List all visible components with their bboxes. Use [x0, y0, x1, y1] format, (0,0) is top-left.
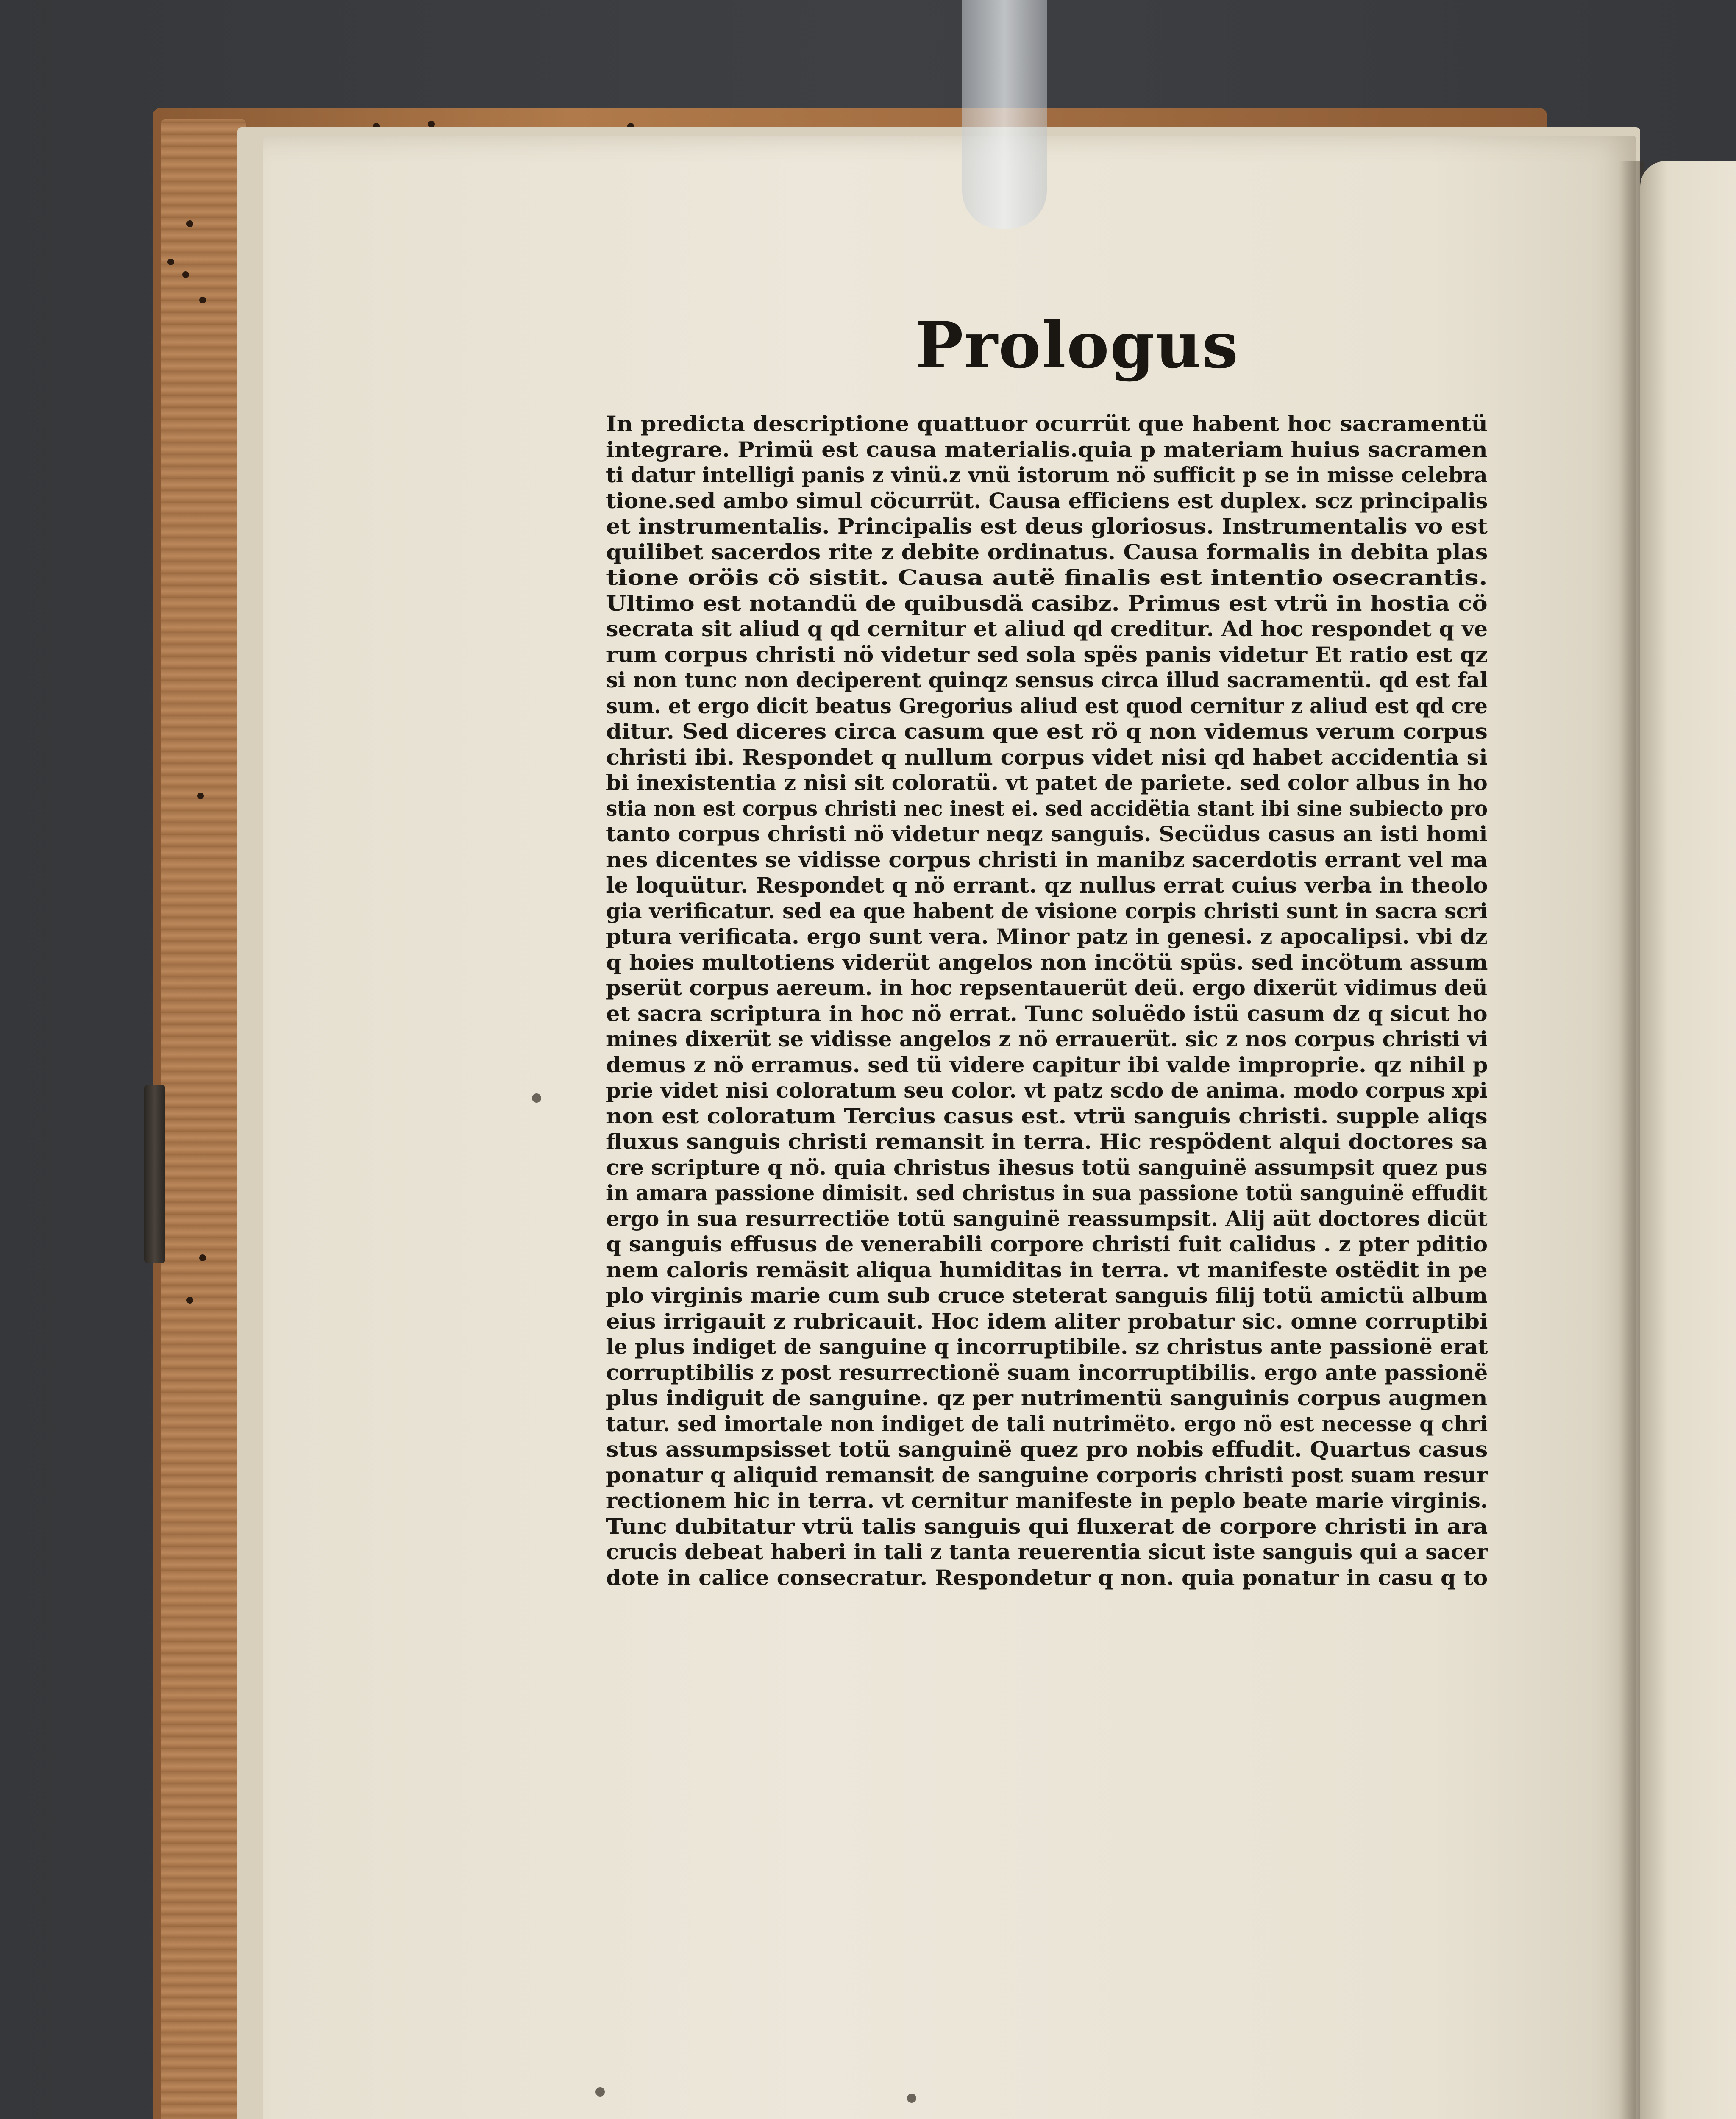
text-line: Ultimo est notandü de quibusdä casibz. Primus est vtrü in hostia cö: [606, 590, 1488, 616]
text-line: Tunc dubitatur vtrü talis sanguis qui fluxerat de corpore christi in ara: [606, 1513, 1488, 1539]
text-line: stus assumpsisset totü sanguinë quez pro nobis effudit. Quartus casus: [606, 1437, 1488, 1462]
wormhole: [197, 793, 204, 799]
text-line: nem caloris remäsit aliqua humiditas in terra. vt manifeste ostëdit in pe: [606, 1257, 1488, 1282]
text-line: bi inexistentia z nisi sit coloratü. vt patet de pariete. sed color albus in ho: [606, 770, 1488, 795]
text-line: crucis debeat haberi in tali z tanta reuerentia sicut iste sanguis qui a sacer: [606, 1539, 1488, 1564]
text-line: quilibet sacerdos rite z debite ordinatus. Causa formalis in debita plas: [606, 539, 1488, 565]
facing-page: [1640, 161, 1736, 2119]
text-line: ergo in sua resurrectiöe totü sanguinë reassumpsit. Alij aüt doctores dicüt: [606, 1206, 1488, 1231]
text-line: nes dicentes se vidisse corpus christi in manibz sacerdotis errant vel ma: [606, 847, 1488, 872]
text-line: q hoies multotiens viderüt angelos non incötü spüs. sed incötum assum: [606, 949, 1488, 975]
text-line: tatur. sed imortale non indiget de tali nutrimëto. ergo nö est necesse q chri: [606, 1411, 1488, 1436]
text-line: ptura verificata. ergo sunt vera. Minor patz in genesi. z apocalipsi. vbi dz: [606, 924, 1488, 949]
page-heading: Prologus: [915, 308, 1239, 383]
text-line: eius irrigauit z rubricauit. Hoc idem aliter probatur sic. omne corruptibi: [606, 1308, 1488, 1334]
text-line: cre scripture q nö. quia christus ihesus totü sanguinë assumpsit quez pus: [606, 1154, 1488, 1180]
page-speck: [532, 1093, 541, 1103]
text-line: rum corpus christi nö videtur sed sola spës panis videtur Et ratio est qz: [606, 642, 1488, 667]
text-line: si non tunc non deciperent quinqz sensus circa illud sacramentü. qd est fal: [606, 667, 1488, 692]
text-line: plo virginis marie cum sub cruce steterat sanguis filij totü amictü album: [606, 1283, 1488, 1308]
page-speck: [907, 2094, 916, 2103]
text-line: sum. et ergo dicit beatus Gregorius aliud est quod cernitur z aliud est qd cre: [606, 693, 1488, 718]
text-line: plus indiguit de sanguine. qz per nutrimentü sanguinis corpus augmen: [606, 1385, 1488, 1410]
text-line: prie videt nisi coloratum seu color. vt patz scdo de anima. modo corpus xpi: [606, 1078, 1488, 1103]
text-line: et instrumentalis. Principalis est deus gloriosus. Instrumentalis vo est: [606, 514, 1488, 539]
text-line: gia verificatur. sed ea que habent de visione corpis christi sunt in sacra scri: [606, 898, 1488, 923]
text-line: integrare. Primü est causa materialis.quia p materiam huius sacramen: [606, 437, 1488, 462]
text-line: le plus indiget de sanguine q incorruptibile. sz christus ante passionë erat: [606, 1334, 1488, 1359]
text-line: tanto corpus christi nö videtur neqz sanguis. Secüdus casus an isti homi: [606, 821, 1488, 846]
text-line: ti datur intelligi panis z vinü.z vnü istorum nö sufficit p se in misse celebra: [606, 462, 1488, 487]
text-line: q sanguis effusus de venerabili corpore christi fuit calidus . z pter pditio: [606, 1232, 1488, 1257]
wormhole: [428, 121, 435, 128]
wormhole: [182, 271, 189, 278]
wormhole: [186, 1297, 193, 1304]
text-line: dote in calice consecratur. Respondetur q non. quia ponatur in casu q to: [606, 1565, 1488, 1590]
metal-clasp: [144, 1085, 165, 1263]
text-line: non est coloratum Tercius casus est. vtrü sanguis christi. supple aliqs: [606, 1103, 1488, 1129]
text-line: pserüt corpus aereum. in hoc repsentauerüt deü. ergo dixerüt vidimus deü: [606, 975, 1488, 1000]
text-line: ponatur q aliquid remansit de sanguine corporis christi post suam resur: [606, 1462, 1488, 1488]
top-page-clip: [962, 0, 1047, 229]
wormhole: [199, 1254, 206, 1261]
text-line: in amara passione dimisit. sed christus in sua passione totü sanguinë effudit: [606, 1180, 1488, 1205]
text-column: [606, 411, 1488, 1591]
text-line: demus z nö erramus. sed tü videre capitur ibi valde improprie. qz nihil p: [606, 1052, 1488, 1077]
page-speck: [595, 2087, 605, 2097]
text-line: rectionem hic in terra. vt cernitur manifeste in peplo beate marie virginis.: [606, 1488, 1488, 1513]
wormhole: [186, 220, 193, 227]
text-line: tione.sed ambo simul cöcurrüt. Causa efficiens est duplex. scz principalis: [606, 488, 1488, 513]
text-line: mines dixerüt se vidisse angelos z nö errauerüt. sic z nos corpus christi vi: [606, 1026, 1488, 1051]
text-line: stia non est corpus christi nec inest ei. sed accidëtia stant ibi sine subiecto pro: [606, 795, 1488, 821]
text-line: fluxus sanguis christi remansit in terra. Hic respödent alqui doctores sa: [606, 1129, 1488, 1154]
wormhole: [167, 259, 174, 265]
text-line: In predicta descriptione quattuor ocurrüt que habent hoc sacramentü: [606, 411, 1488, 436]
text-line: tione oröis cö sistit. Causa autë finalis est intentio osecrantis.: [606, 565, 1488, 590]
text-line: ditur. Sed diceres circa casum que est rö q non videmus verum corpus: [606, 719, 1488, 744]
text-line: le loquütur. Respondet q nö errant. qz nullus errat cuius verba in theolo: [606, 873, 1488, 898]
text-line: secrata sit aliud q qd cernitur et aliud qd creditur. Ad hoc respondet q ve: [606, 616, 1488, 641]
book-board-edge: [161, 119, 246, 2119]
wormhole: [199, 297, 206, 303]
text-line: corruptibilis z post resurrectionë suam incorruptibilis. ergo ante passionë: [606, 1360, 1488, 1385]
text-line: et sacra scriptura in hoc nö errat. Tunc soluëdo istü casum dz q sicut ho: [606, 1001, 1488, 1026]
text-line: christi ibi. Respondet q nullum corpus videt nisi qd habet accidentia si: [606, 744, 1488, 770]
